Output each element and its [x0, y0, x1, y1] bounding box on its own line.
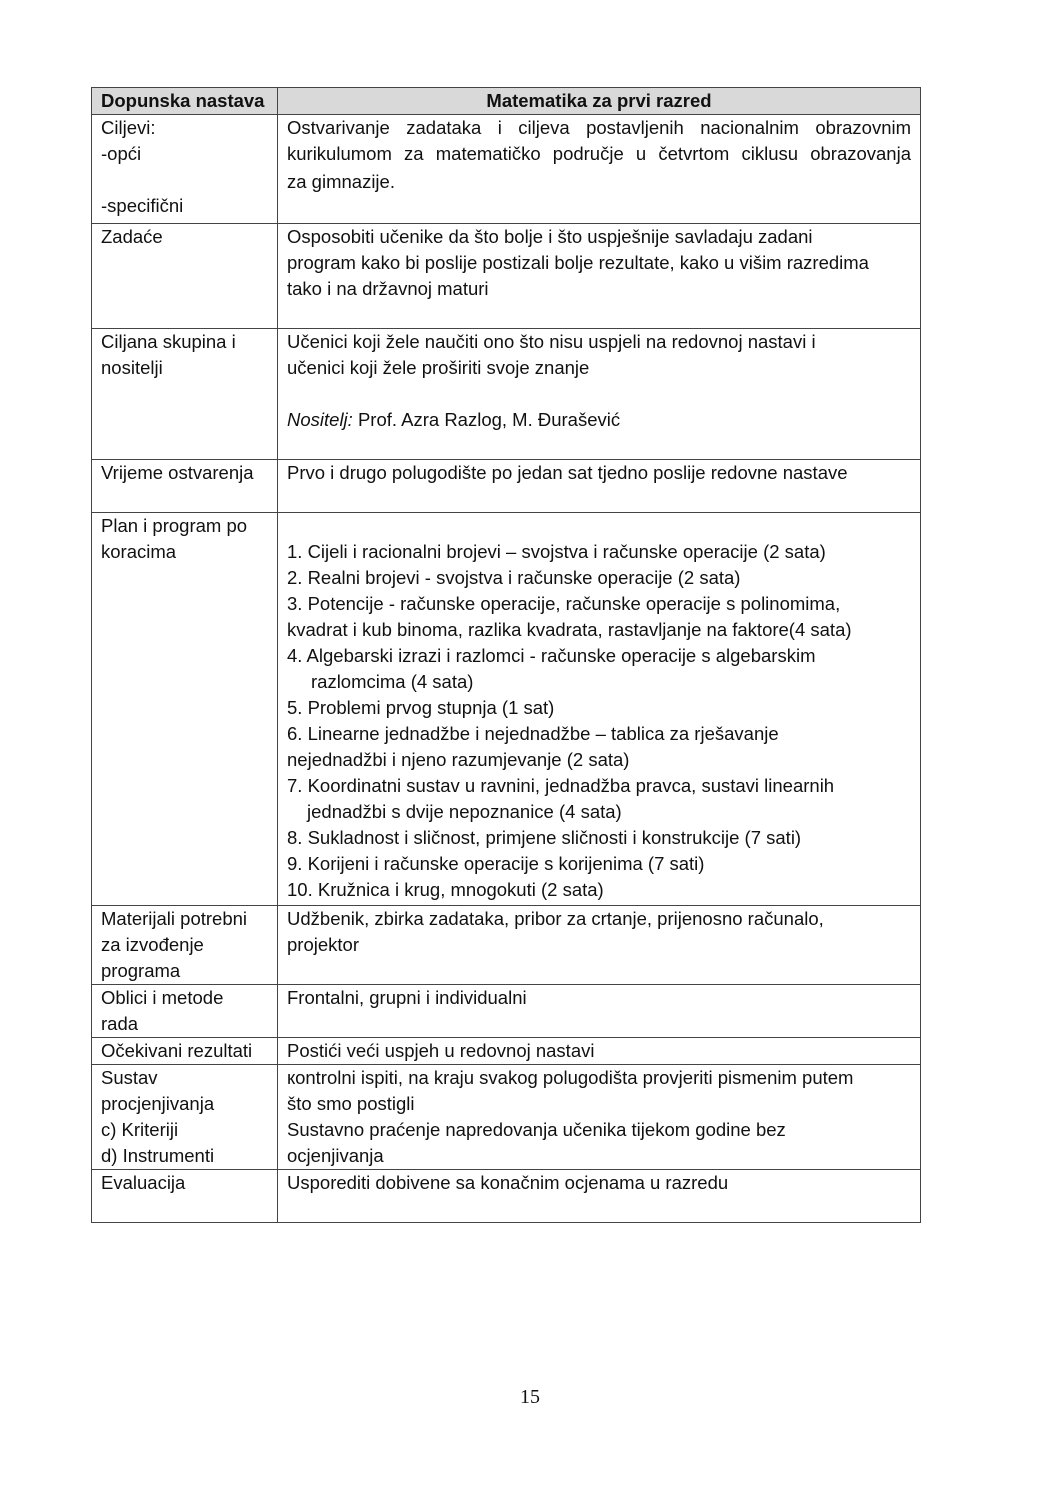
row-label: Sustav	[101, 1067, 158, 1088]
row-text: Sustavno praćenje napredovanja učenika tijekom godine bez	[287, 1119, 786, 1140]
row-text: ocjenjivanja	[287, 1145, 384, 1166]
label-cell	[92, 1065, 278, 1170]
row-text: Postići veći uspjeh u redovnoj nastavi	[287, 1040, 595, 1061]
row-label: koracima	[101, 541, 177, 562]
program-item: jednadžbi s dvije nepoznanice (4 sata)	[307, 801, 622, 822]
row-evaluacija	[92, 1170, 921, 1223]
row-oblici	[92, 985, 921, 1038]
label-cell	[92, 224, 278, 329]
content-cell	[278, 985, 921, 1038]
content-cell	[278, 224, 921, 329]
label-cell	[92, 329, 278, 460]
row-text: za gimnazije.	[287, 171, 395, 192]
row-materijali	[92, 906, 921, 985]
program-item: nejednadžbi i njeno razumjevanje (2 sata)	[287, 749, 630, 770]
nositelj-label: Nositelj:	[287, 409, 353, 430]
program-item: razlomcima (4 sata)	[311, 671, 474, 692]
row-label: za izvođenje	[101, 934, 204, 955]
row-zadace	[92, 224, 921, 329]
row-text: kurikulumom za matematičko područje u četvrtom ciklusu obrazovanja	[287, 143, 911, 164]
row-label: -opći	[101, 143, 142, 164]
label-cell	[92, 460, 278, 513]
program-item: 7. Koordinatni sustav u ravnini, jednadžba pravca, sustavi linearnih	[287, 775, 835, 796]
content-cell	[278, 115, 921, 224]
row-text: tako i na državnoj maturi	[287, 278, 489, 299]
content-cell	[278, 329, 921, 460]
row-text: učenici koji žele proširiti svoje znanje	[287, 357, 590, 378]
row-label: d) Instrumenti	[101, 1145, 215, 1166]
row-text: Prvo i drugo polugodište po jedan sat tjedno poslije redovne nastave	[287, 462, 848, 483]
row-label: Vrijeme ostvarenja	[101, 462, 254, 483]
content-cell	[278, 1038, 921, 1065]
program-item: 5. Problemi prvog stupnja (1 sat)	[287, 697, 555, 718]
program-item: 4. Algebarski izrazi i razlomci - računske operacije s algebarskim	[287, 645, 816, 666]
row-label: Ciljevi:	[101, 117, 156, 138]
label-cell	[92, 985, 278, 1038]
content-cell	[278, 513, 921, 906]
label-cell	[92, 1038, 278, 1065]
row-label: Plan i program po	[101, 515, 248, 536]
nositelj-value: Prof. Azra Razlog, M. Đurašević	[352, 409, 621, 430]
row-ciljana-skupina	[92, 329, 921, 460]
row-text: program kako bi poslije postizali bolje rezultate, kako u višim razredima	[287, 252, 869, 273]
row-label: nositelji	[101, 357, 163, 378]
header-cell-subject: Matematika za prvi razred	[278, 88, 921, 115]
row-label: Oblici i metode	[101, 987, 224, 1008]
row-text: кontrolni ispiti, na kraju svakog polugodišta provjeriti pismenim putem	[287, 1067, 854, 1088]
row-vrijeme	[92, 460, 921, 513]
row-label: procjenjivanja	[101, 1093, 215, 1114]
row-label: Materijali potrebni	[101, 908, 248, 929]
program-item: 6. Linearne jednadžbe i nejednadžbe – tablica za rješavanje	[287, 723, 779, 744]
program-item: 9. Korijeni i računske operacije s korijenima (7 sati)	[287, 853, 705, 874]
row-text: Frontalni, grupni i individualni	[287, 987, 527, 1008]
row-text: Ostvarivanje zadataka i ciljeva postavljenih nacionalnim obrazovnim	[287, 117, 911, 138]
row-plan-program	[92, 513, 921, 906]
row-label: Očekivani rezultati	[101, 1040, 253, 1061]
row-text: Usporediti dobivene sa konačnim ocjenama u razredu	[287, 1172, 729, 1193]
nositelj-line	[287, 407, 911, 433]
label-cell	[92, 513, 278, 906]
program-item: 1. Cijeli i racionalni brojevi – svojstva i računske operacije (2 sata)	[287, 541, 826, 562]
row-text: što smo postigli	[287, 1093, 415, 1114]
header-cell-type: Dopunska nastava	[92, 88, 278, 115]
row-label: -specifični	[101, 195, 184, 216]
row-text: Udžbenik, zbirka zadataka, pribor za crtanje, prijenosno računalo,	[287, 908, 824, 929]
program-item: kvadrat i kub binoma, razlika kvadrata, rastavljanje na faktore(4 sata)	[287, 619, 852, 640]
row-ciljevi	[92, 115, 921, 224]
row-sustav	[92, 1065, 921, 1170]
label-cell	[92, 1170, 278, 1223]
program-item: 3. Potencije - računske operacije, računske operacije s polinomima,	[287, 593, 841, 614]
content-cell	[278, 906, 921, 985]
program-item: 10. Kružnica i krug, mnogokuti (2 sata)	[287, 879, 604, 900]
content-cell	[278, 460, 921, 513]
row-label: Evaluacija	[101, 1172, 186, 1193]
program-item: 8. Sukladnost i sličnost, primjene sličnosti i konstrukcije (7 sati)	[287, 827, 802, 848]
row-label: Zadaće	[101, 226, 163, 247]
page-number: 15	[520, 1386, 540, 1408]
table-header-row	[92, 88, 921, 115]
content-cell	[278, 1065, 921, 1170]
row-text: Osposobiti učenike da što bolje i što uspješnije savladaju zadani	[287, 226, 813, 247]
row-label: c) Kriteriji	[101, 1119, 179, 1140]
row-label: Ciljana skupina i	[101, 331, 236, 352]
program-table	[91, 87, 921, 1223]
row-text: projektor	[287, 934, 359, 955]
row-text: Učenici koji žele naučiti ono što nisu uspjeli na redovnoj nastavi i	[287, 331, 816, 352]
row-label: rada	[101, 1013, 139, 1034]
row-rezultati	[92, 1038, 921, 1065]
content-cell	[278, 1170, 921, 1223]
program-item: 2. Realni brojevi - svojstva i računske operacije (2 sata)	[287, 567, 741, 588]
label-cell	[92, 115, 278, 224]
row-label: programa	[101, 960, 181, 981]
label-cell	[92, 906, 278, 985]
